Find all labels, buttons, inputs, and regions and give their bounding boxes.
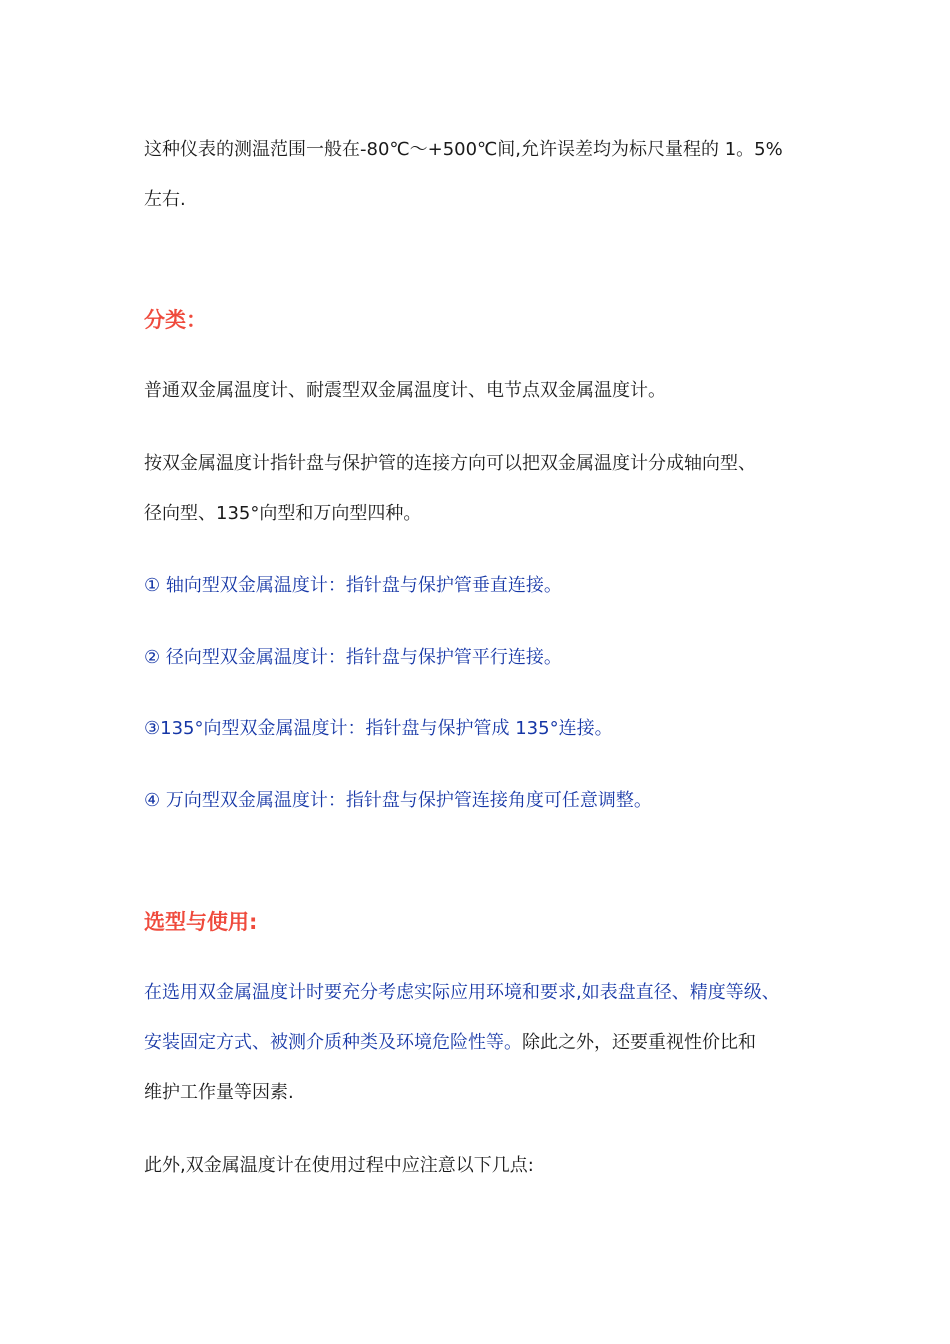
selection-para-line-3: 维护工作量等因素. — [144, 1082, 294, 1103]
type-item-universal: ④ 万向型双金属温度计：指针盘与保护管连接角度可任意调整。 — [144, 790, 652, 811]
selection-para-line-2-rest: 除此之外，还要重视性价比和 — [522, 1032, 756, 1053]
usage-notes-intro: 此外,双金属温度计在使用过程中应注意以下几点: — [144, 1155, 534, 1176]
intro-line-1: 这种仪表的测温范围一般在-80℃～+500℃间,允许误差均为标尺量程的 1。5% — [144, 139, 783, 160]
selection-para-line-2-highlight: 安装固定方式、被测介质种类及环境危险性等。 — [144, 1032, 522, 1053]
selection-para-line-2 — [144, 1031, 756, 1055]
classification-heading: 分类： — [144, 308, 207, 332]
selection-para-line-1: 在选用双金属温度计时要充分考虑实际应用环境和要求,如表盘直径、精度等级、 — [144, 982, 780, 1003]
type-item-135: ③135°向型双金属温度计：指针盘与保护管成 135°连接。 — [144, 718, 613, 739]
connection-text-line-2: 径向型、135°向型和万向型四种。 — [144, 503, 422, 524]
type-item-radial: ② 径向型双金属温度计：指针盘与保护管平行连接。 — [144, 647, 562, 668]
classification-types: 普通双金属温度计、耐震型双金属温度计、电节点双金属温度计。 — [144, 380, 666, 401]
selection-heading: 选型与使用: — [144, 910, 258, 934]
connection-text-line-1: 按双金属温度计指针盘与保护管的连接方向可以把双金属温度计分成轴向型、 — [144, 453, 756, 474]
intro-line-2: 左右. — [144, 189, 186, 210]
type-item-axial: ① 轴向型双金属温度计：指针盘与保护管垂直连接。 — [144, 575, 562, 596]
